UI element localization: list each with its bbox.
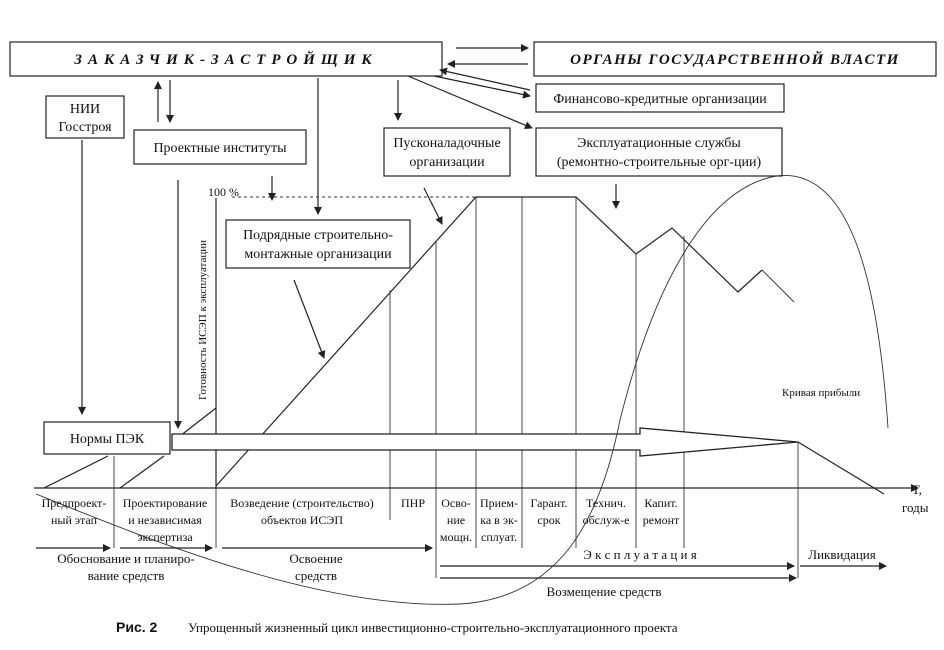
government-label: ОРГАНЫ ГОСУДАРСТВЕННОЙ ВЛАСТИ [570,52,900,68]
contractors-box [226,220,410,268]
stage-preproject-line1: Предпроект- [41,496,107,510]
commissioning-box [384,128,510,176]
nii-box [46,96,124,138]
percent-100-label: 100 % [208,185,239,199]
norms-funnel-right [120,456,164,488]
commissioning-label-line1: Пусконаладочные [393,136,501,151]
norms-funnel-left [44,456,108,488]
stage-pnr: ПНР [400,496,426,510]
finance-box [536,84,784,112]
stage-warranty-line2: срок [537,513,561,527]
operations-label-line2: (ремонтно-строительные орг-ции) [556,155,762,170]
axis-t-label: Т, [912,482,922,497]
stage-development-line1: Осво- [441,496,471,510]
readiness-start-segment [180,408,216,436]
finance-label: Финансово-кредитные организации [553,92,767,107]
readiness-axis-label: Готовность ИСЭП к эксплуатации [197,239,209,400]
stage-construction-line1: Возведение (строительство) [230,496,374,510]
phase-development-line1: Освоение [289,551,343,566]
figure-number: Рис. 2 [116,619,158,635]
norms-big-arrow [172,428,798,456]
arrow-contractors-to-construction [294,280,324,358]
nii-label-line2: Госстроя [58,120,112,135]
liquidation-slope [798,442,884,494]
norms-box [44,422,170,454]
stage-construction-line2: объектов ИСЭП [260,513,344,527]
operations-box [536,128,782,176]
phase-reimbursement: Возмещение средств [546,584,662,599]
stage-warranty-line1: Гарант. [530,496,568,510]
phase-development-line2: средств [294,568,338,583]
phase-liquidation: Ликвидация [808,547,876,562]
stage-design-line2: и независимая [128,513,202,527]
profit-curve-label: Кривая прибыли [782,387,861,399]
arrow-commissioning-to-curve [424,188,442,224]
readiness-curve-tail [762,270,794,302]
stage-maintenance-line1: Технич. [586,496,626,510]
stage-development-line2: ние [446,513,466,527]
phase-justification-line2: вание средств [87,568,165,583]
stage-maintenance-line2: обслуж-е [582,513,630,527]
government-box [534,42,936,76]
phase-justification-line1: Обоснование и планиро- [57,551,195,566]
stage-acceptance-line1: Прием- [479,496,519,510]
axis-years-label: годы [902,500,929,515]
commissioning-label-line2: организации [409,155,485,170]
developer-label: ЗАКАЗЧИК-ЗАСТРОЙЩИК [74,52,378,68]
design-institutes-box [134,130,306,164]
stage-development-line3: мощн. [439,530,473,544]
stage-design-line1: Проектирование [122,496,208,510]
operations-label-line1: Эксплуатационные службы [577,136,741,151]
stage-design-line3: экспертиза [137,530,193,544]
figure-caption: Упрощенный жизненный цикл инвестиционно-строительно-эксплуатационного проекта [188,620,678,635]
contractors-label-line2: монтажные организации [244,247,392,262]
stage-repair-line2: ремонт [642,513,680,527]
stage-acceptance-line3: сплуат. [481,530,517,544]
contractors-label-line1: Подрядные строительно- [243,228,393,243]
norms-label: Нормы ПЭК [69,432,145,447]
nii-label-line1: НИИ [69,102,101,117]
stage-acceptance-line2: ка в эк- [480,513,518,527]
design-institutes-label: Проектные институты [153,141,287,156]
phase-operation: Э к с п л у а т а ц и я [583,547,697,562]
developer-box [10,42,442,76]
stage-preproject-line2: ный этап [50,513,98,527]
stage-repair-line1: Капит. [644,496,678,510]
